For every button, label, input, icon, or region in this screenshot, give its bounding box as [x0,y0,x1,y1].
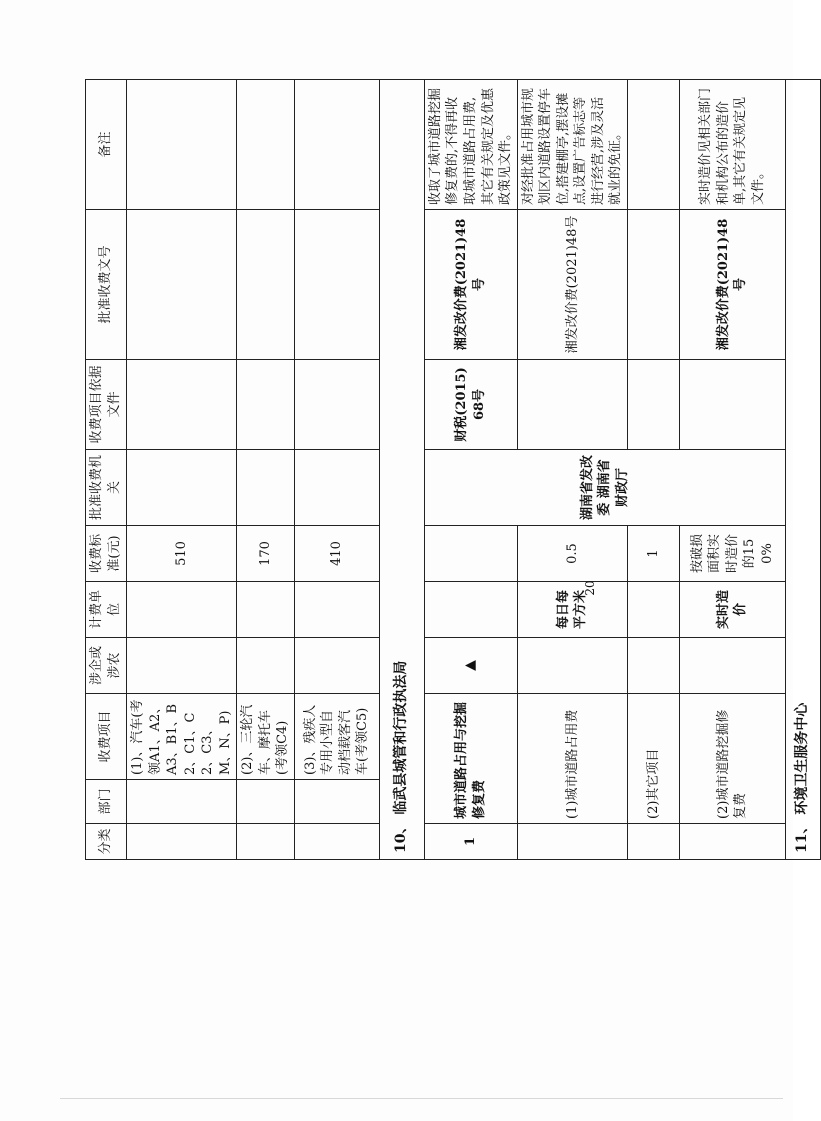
unit-cell: 实时造价 [679,582,785,638]
table-row [237,80,295,860]
remarks-cell: 实时造价见相关部门和机构公布的造价单,其它有关规定见文件。 [679,80,785,210]
header-item: 收费项目 [86,694,127,780]
item-cell: (2)城市道路挖掘修复费 [679,694,785,824]
section-row [785,80,820,860]
authority-cell: 湖南省发改委 湖南省财政厅 [424,450,785,526]
standard-cell: 510 [127,526,237,582]
standard-cell: 按破损面积实时造价的150% [679,526,785,582]
table-row [424,80,517,860]
standard-cell: 0.5 [517,526,627,582]
header-unit: 计费单位 [86,582,127,638]
page-number: 20 [583,580,597,596]
header-enterprise: 涉企或涉农 [86,638,127,694]
rotated-fee-table [85,80,811,860]
header-approval-doc: 批准收费文号 [86,210,127,360]
enterprise-mark: ▲ [424,638,517,694]
remarks-cell: 收取了城市道路挖掘修复费的,不得再收取城市道路占用费,其它有关规定及优惠政策见文件。 [424,80,517,210]
page-edge-line [60,1098,783,1099]
header-department: 部门 [86,780,127,824]
approval-doc-cell: 湘发改价费(2021)48号 [424,210,517,360]
table-row [294,80,379,860]
standard-cell: 170 [237,526,295,582]
unit-cell: 每日每平方米 [517,582,627,638]
section-title: 10、 临武县城管和行政执法局 [379,80,424,860]
remarks-cell: 对经批准占用城市规划区内道路设置停车位,搭建棚亭,摆设摊点,设置广告标志等进行经营,涉及灵活就业的免征。 [517,80,627,210]
item-cell: (2)其它项目 [627,694,679,824]
header-category: 分类 [86,824,127,860]
approval-doc-cell: 湘发改价费(2021)48号 [679,210,785,360]
header-remarks: 备注 [86,80,127,210]
section-row [379,80,424,860]
standard-cell: 410 [294,526,379,582]
approval-doc-cell: 湘发改价费(2021)48号 [517,210,627,360]
header-basis: 收费项目依据文件 [86,360,127,450]
header-authority: 批准收费机关 [86,450,127,526]
section-title: 11、 环境卫生服务中心 [785,80,820,860]
standard-cell: 1 [627,526,679,582]
table-header-row [86,80,127,860]
table-row [127,80,237,860]
item-cell: (1)城市道路占用费 [517,694,627,824]
item-cell: (2)、三轮汽车、摩托车(考领C4) [237,694,295,780]
row-number: 1 [424,824,517,860]
basis-cell: 财税(2015)68号 [424,360,517,450]
fee-table [85,79,821,860]
item-cell: (3)、残疾人专用小型自动档载客汽车(考领C5) [294,694,379,780]
item-cell: 城市道路占用与挖掘修复费 [424,694,517,824]
header-standard: 收费标准(元) [86,526,127,582]
item-cell: (1)、汽车(考领A1、A2、A3、B1、B2、C1、C2、C3、M、N、P) [127,694,237,780]
